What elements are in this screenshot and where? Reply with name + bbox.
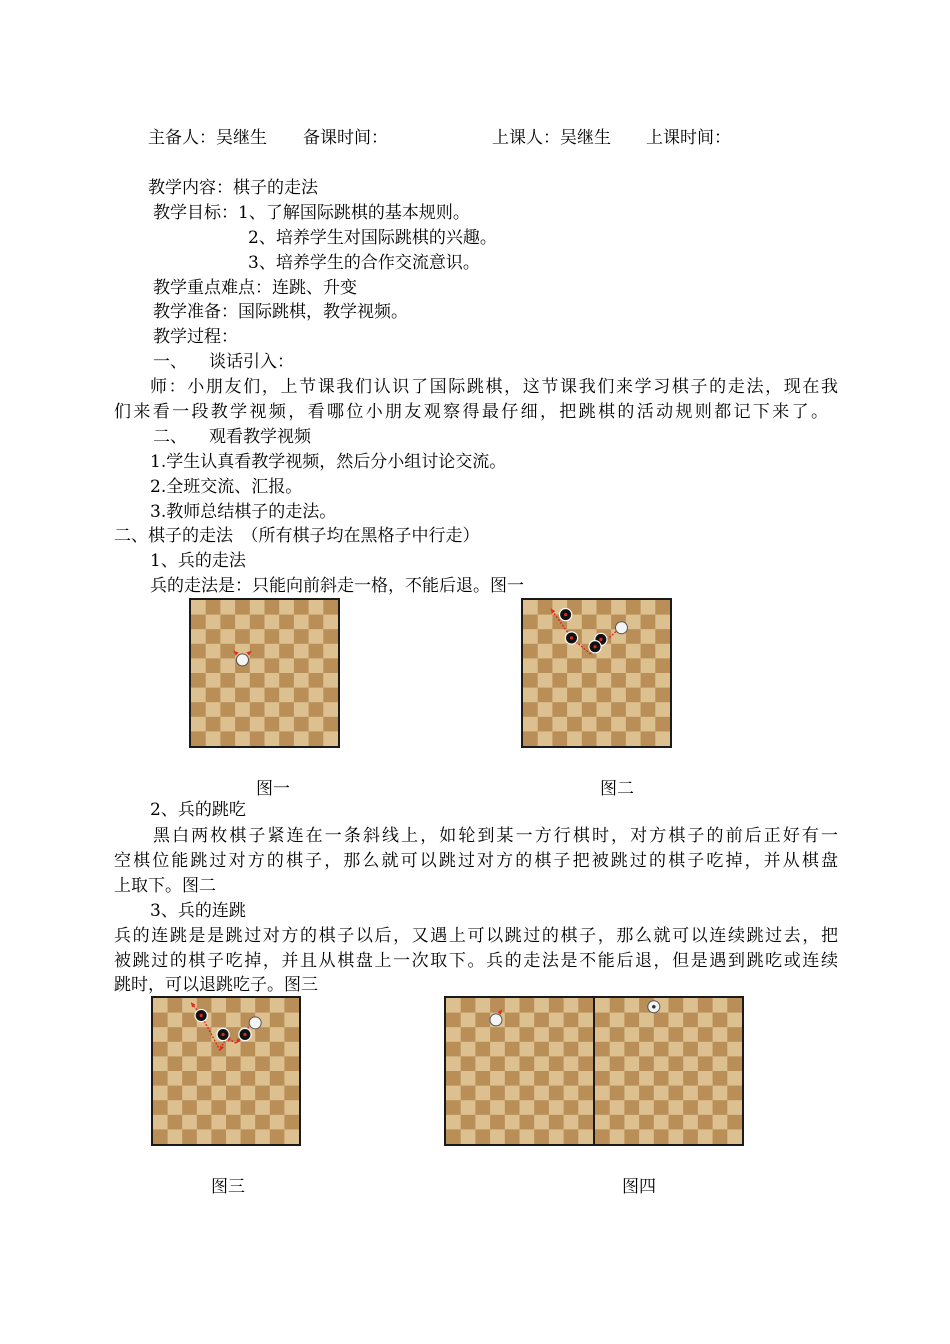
figure1-board bbox=[189, 598, 340, 748]
sub3-line3: 跳时，可以退跳吃子。图三 bbox=[114, 975, 318, 995]
white-piece bbox=[616, 622, 627, 633]
figure2-caption: 图二 bbox=[600, 779, 634, 799]
figure1-svg bbox=[191, 600, 338, 746]
king-crown-mark bbox=[652, 1005, 656, 1009]
lesson-preparation: 教学准备：国际跳棋，教学视频。 bbox=[153, 302, 408, 322]
sub2-line2: 空棋位能跳过对方的棋子，那么就可以跳过对方的棋子把被跳过的棋子吃掉，并从棋盘 bbox=[114, 851, 838, 871]
prep-time: 备课时间： bbox=[303, 128, 388, 148]
figure2-board bbox=[521, 598, 672, 748]
white-piece bbox=[490, 1014, 501, 1025]
figure3-svg bbox=[153, 998, 299, 1144]
white-piece bbox=[250, 1017, 261, 1028]
section2-item-2: 2.全班交流、汇报。 bbox=[150, 477, 303, 497]
class-time: 上课时间： bbox=[646, 128, 731, 148]
figure4-left-svg bbox=[446, 998, 593, 1144]
teacher: 上课人：吴继生 bbox=[492, 128, 611, 148]
sub2-line1: 黑白两枚棋子紧连在一条斜线上，如轮到某一方行棋时，对方棋子的前后正好有一 bbox=[153, 826, 838, 846]
figure3-board bbox=[151, 996, 301, 1146]
lesson-key-points: 教学重点难点：连跳、升变 bbox=[153, 278, 357, 298]
white-piece bbox=[237, 654, 248, 665]
sub1-text: 兵的走法是：只能向前斜走一格，不能后退。图一 bbox=[150, 576, 524, 596]
lesson-goal-3: 3、培养学生的合作交流意识。 bbox=[248, 253, 480, 273]
black-piece-center bbox=[200, 1014, 203, 1017]
section2-number: 二、 bbox=[153, 427, 187, 447]
black-piece-center bbox=[221, 1033, 224, 1036]
lesson-process: 教学过程： bbox=[153, 327, 238, 347]
preparer: 主备人：吴继生 bbox=[148, 128, 267, 148]
lesson-content: 教学内容：棋子的走法 bbox=[148, 178, 318, 198]
figure4-board-right bbox=[593, 996, 744, 1146]
section1-title: 谈话引入： bbox=[209, 352, 294, 372]
black-piece-center bbox=[570, 636, 573, 639]
section2-item-3: 3.教师总结棋子的走法。 bbox=[150, 502, 337, 522]
black-piece-center bbox=[243, 1033, 246, 1036]
sub2-line3: 上取下。图二 bbox=[114, 876, 216, 896]
sub1-title: 1、兵的走法 bbox=[150, 551, 246, 571]
lesson-goal-2: 2、培养学生对国际跳棋的兴趣。 bbox=[248, 228, 497, 248]
section1-number: 一、 bbox=[153, 352, 187, 372]
figure4-right-svg bbox=[595, 998, 742, 1144]
black-piece-center bbox=[564, 613, 567, 616]
sub3-line2: 被跳过的棋子吃掉，并且从棋盘上一次取下。兵的走法是不能后退，但是遇到跳吃或连续 bbox=[114, 951, 838, 971]
section2-item-1: 1.学生认真看教学视频，然后分小组讨论交流。 bbox=[150, 452, 507, 472]
black-piece-center bbox=[599, 638, 602, 641]
section1-para-line2: 们来看一段教学视频，看哪位小朋友观察得最仔细，把跳棋的活动规则都记下来了。 bbox=[114, 402, 828, 422]
sub3-title: 3、兵的连跳 bbox=[150, 901, 246, 921]
figure1-caption: 图一 bbox=[256, 779, 290, 799]
sub2-title: 2、兵的跳吃 bbox=[150, 800, 246, 820]
figure2-svg bbox=[523, 600, 670, 746]
section3-title: 二、棋子的走法 （所有棋子均在黑格子中行走） bbox=[114, 526, 480, 546]
section1-para-line1: 师：小朋友们，上节课我们认识了国际跳棋，这节课我们来学习棋子的走法，现在我 bbox=[150, 377, 838, 397]
sub3-line1: 兵的连跳是是跳过对方的棋子以后，又遇上可以跳过的棋子，那么就可以连续跳过去，把 bbox=[114, 926, 838, 946]
black-piece-center bbox=[593, 645, 596, 648]
figure4-caption: 图四 bbox=[622, 1177, 656, 1197]
lesson-goal-1: 教学目标：1、了解国际跳棋的基本规则。 bbox=[153, 203, 470, 223]
section2-title: 观看教学视频 bbox=[209, 427, 311, 447]
figure3-caption: 图三 bbox=[211, 1177, 245, 1197]
figure4-board-left bbox=[444, 996, 595, 1146]
